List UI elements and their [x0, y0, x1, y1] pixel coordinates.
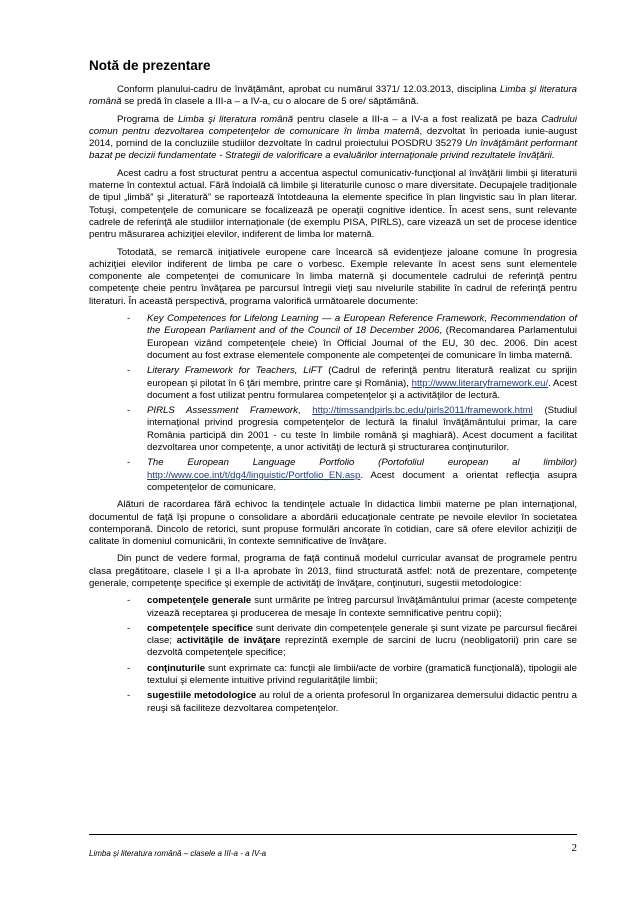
structure-term: conţinuturile — [147, 662, 206, 674]
literary-framework-link[interactable]: http://www.literaryframework.eu/ — [411, 377, 549, 389]
p2-italic-f: Un învăţământ performant bazat pe decizii fundamentate - Strategii de valorificare a evaluărilor internaţionale privind rezultatele învăţării. — [89, 138, 577, 162]
reference-text-after: . Acest document a fost utilizat pentru formularea competenţelor şi a activităţilor de lectură. — [147, 377, 577, 401]
structure-text: sunt exprimate ca: funcţii ale limbii/acte de vorbire (gramatică funcţională), tipologii ale textului şi elemente intuitive privind regularităţile limbii; — [147, 662, 577, 687]
structure-text: sunt derivate din competenţele generale şi sunt vizate pe parcursul fiecărei clase; — [147, 622, 577, 647]
structure-text-2: reprezintă exemple de sarcini de lucru (neobligatorii) prin care se dezvoltă competenţele specifice; — [147, 635, 578, 659]
structure-text: au rolul de a orienta profesorul în organizarea demersului didactic pentru a reuşi să faciliteze dezvoltarea competenţelor. — [147, 690, 577, 714]
p2-text-a: Programa de — [117, 113, 178, 125]
reference-title: PIRLS Assessment Framework — [147, 405, 298, 417]
structure-list — [89, 595, 577, 715]
list-dash: - — [127, 313, 131, 325]
paragraph-3: Acest cadru a fost structurat pentru a accentua aspectul comunicativ-funcţional al învăţării limbii şi literaturii materne în contextul actual. Fără îndoială că limbile şi literaturile cunosc o mare diversitate. Decupajele tradiţionale de tipul „limbă” şi „literatură” se raportează întotdeauna la elemente specifice în plan lingvistic sau în plan literar. Totuşi, competenţele de comunicare se focalizează pe operaţii cognitive identice. În acest sens, sunt relevante cadrele de referinţă ale studiilor internaţionale (de exemplu PISA, PIRLS), care vizează un set de procese identice pentru măsurarea achiziţiei elevilor, indiferent de limba lor maternă. — [89, 167, 577, 241]
reference-item — [89, 365, 577, 402]
reference-title: Key Competences for Lifelong Learning — a European Reference Framework, Recommendation of the European Parliament and of the Council of 18 December 2006 — [147, 313, 577, 337]
reference-text: , (Recomandarea Parlamentului European vizând competenţele cheie) în Official Journal of the EU, 30 dec. 2006. Din acest document au fost extrase elementele componente ale competenţei de comunicare în limba maternă. — [147, 325, 578, 361]
language-portfolio-link[interactable]: http://www.coe.int/t/dg4/linguistic/Portfolio_EN.asp — [147, 469, 361, 481]
reference-text-after: (Studiul internaţional privind progresia competenţelor de lectură la finalul învăţământului primar, la care România participă din 2001 - cu teste în limbile română şi maghiară). Acest document a facilitat dezvoltarea unor competenţe, a unor activităţi de lectură şi structurarea conţinuturilor. — [147, 405, 577, 454]
reference-text-after: . Acest document a orientat reflecţia asupra competenţelor de comunicare. — [147, 469, 577, 493]
structure-item — [89, 595, 577, 620]
reference-item — [89, 313, 577, 362]
reference-title: The European Language Portfolio (Portofoliul european al limbilor) — [147, 457, 577, 469]
page-number: 2 — [571, 842, 577, 854]
pirls-framework-link[interactable]: http://timssandpirls.bc.edu/pirls2011/framework.html — [312, 405, 533, 417]
paragraph-5: Alături de racordarea fără echivoc la tendinţele actuale în didactica limbii materne pe plan internaţional, documentul de faţă îşi propune o consolidare a abordării educaţionale centrate pe nevoile elevilor în societatea contemporană. Dincolo de retorici, sunt propuse formulări ancorate în cotidian, care să ofere elevilor achiziţii de calitate în domeniul comunicării, în contexte semnificative de învăţare. — [89, 499, 577, 548]
structure-text: sunt urmărite pe întreg parcursul învăţământului primar (aceste competenţe vizează receptarea şi producerea de mesaje în contexte semnificative pentru copii); — [147, 595, 577, 619]
paragraph-1 — [89, 84, 577, 109]
reference-list — [89, 313, 577, 494]
structure-term: sugestiile metodologice — [147, 690, 257, 702]
list-dash: - — [127, 365, 131, 377]
reference-title: Literary Framework for Teachers, LiFT — [147, 365, 323, 377]
reference-text: (Cadrul de referinţă pentru literatură realizat cu sprijin european şi pilotat în 6 ţări membre, printre care şi România), — [147, 365, 577, 389]
structure-term-2: activităţile de învăţare — [176, 635, 281, 647]
paragraph-2 — [89, 114, 577, 163]
p2-italic-b: Limba şi literatura română — [177, 113, 294, 125]
p1-text-a: Conform planului-cadru de învăţământ, aprobat cu numărul 3371/ 12.03.2013, disciplina — [117, 84, 500, 95]
paragraph-6: Din punct de vedere formal, programa de faţă continuă modelul curricular avansat de programele pentru clasa pregătitoare, clasele I şi a II-a aprobate în 2013, fiind structurată astfel: notă de prezentare, competenţe generale, competenţe specifice şi exemple de activităţi de învăţare, conţinuturi, sugestii metodologice: — [89, 553, 577, 589]
page-footer — [89, 834, 577, 861]
structure-term: competenţele specifice — [147, 622, 253, 634]
list-dash: - — [127, 662, 131, 674]
p2-italic-d: Cadrului comun pentru dezvoltarea competenţelor de comunicare în limba maternă — [89, 113, 577, 137]
page-title: Notă de prezentare — [89, 58, 211, 73]
list-dash: - — [127, 595, 131, 607]
p1-italic: Limba şi literatura română — [89, 84, 577, 108]
list-dash: - — [127, 457, 131, 469]
document-page — [89, 58, 577, 720]
reference-text: , — [297, 405, 313, 417]
reference-item — [89, 457, 577, 494]
list-dash: - — [127, 622, 131, 634]
footer-course-title: Limba şi literatura română – clasele a III-a - a IV-a — [89, 849, 267, 858]
list-dash: - — [127, 405, 131, 417]
structure-item — [89, 623, 577, 660]
paragraph-4: Totodată, se remarcă iniţiativele europene care încearcă să evidenţieze jaloane comune în progresia achiziţiei elevilor indiferent de limba pe care o vorbesc. Exemple relevante în acest sens sunt elementele componente ale competenţei de comunicare în limba maternă şi documentele cadrului de referinţă pentru competenţe cheie pentru învăţarea pe parcursul întregii vieţi sau nivelurile stabilite în cadrul de referinţă pentru literaturi. În această perspectivă, programa valorifică următoarele documente: — [89, 246, 577, 307]
p2-text-e: , dezvoltat în perioada iunie-august 2014, pornind de la concluziile studiilor dezvoltate în cadrul proiectului POSDRU 35279 — [89, 125, 577, 150]
structure-term: competenţele generale — [147, 595, 252, 607]
p2-text-c: pentru clasele a III-a – a IV-a a fost realizată pe baza — [293, 113, 542, 125]
structure-item — [89, 663, 577, 688]
reference-item — [89, 405, 577, 454]
p1-text-c: se predă în clasele a III-a – a IV-a, cu o alocare de 5 ore/ săptămână. — [121, 96, 419, 108]
list-dash: - — [127, 690, 131, 702]
structure-item — [89, 690, 577, 715]
